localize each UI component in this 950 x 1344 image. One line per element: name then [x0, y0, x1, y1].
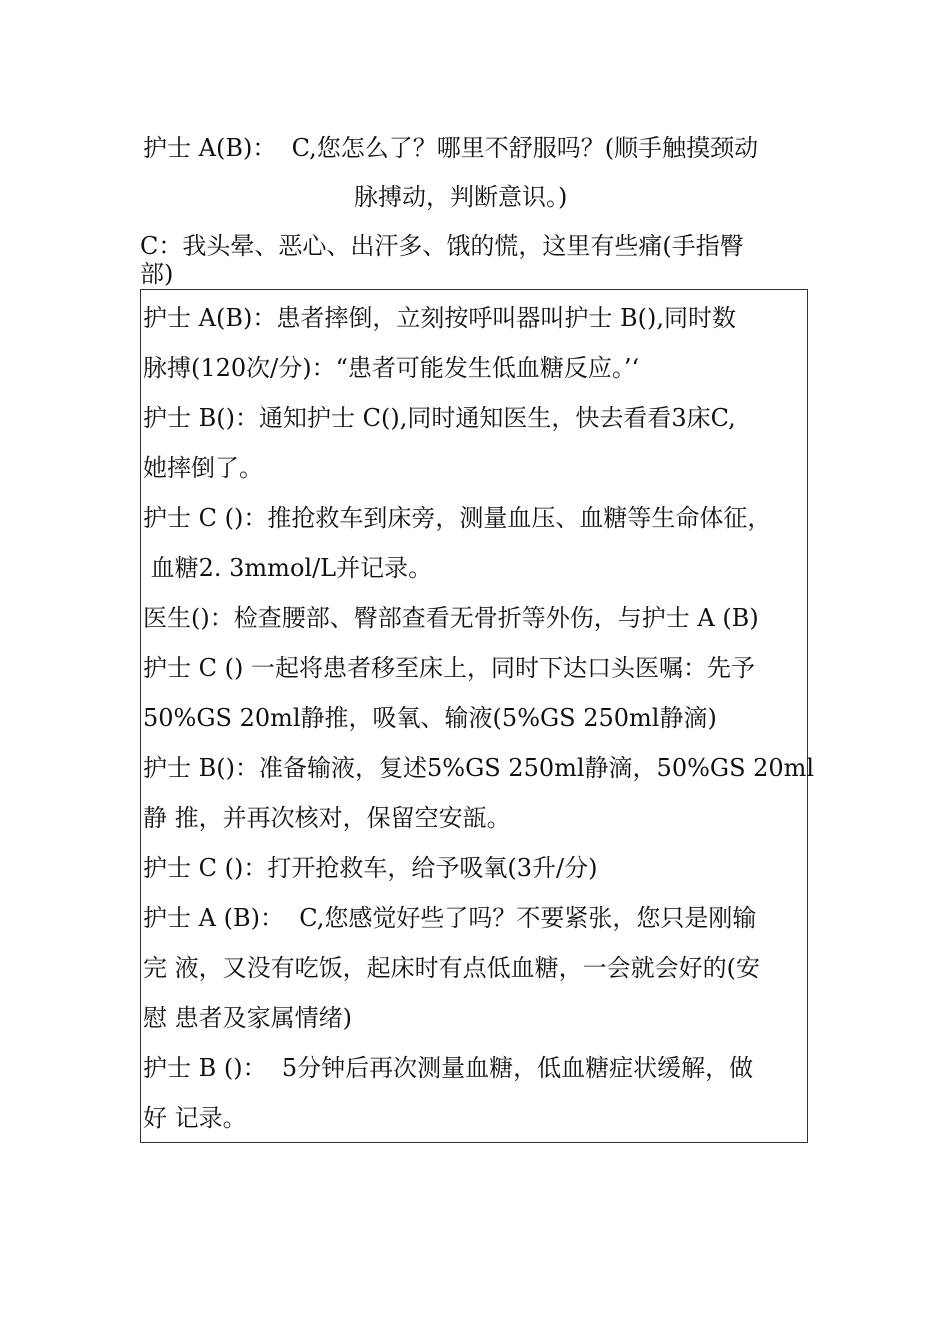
header-line-3: C：我头晕、恶心、出汗多、饿的慌，这里有些痛(手指臀 [140, 232, 744, 260]
box-line: 静 推，并再次核对，保留空安瓿。 [143, 804, 511, 832]
box-line: 慰 患者及家属情绪) [143, 1004, 352, 1032]
box-line: 血糖2. 3mmol/L并记录。 [143, 554, 433, 582]
box-line: 护士 A (B)： C,您感觉好些了吗？不要紧张，您只是刚输 [143, 904, 757, 932]
header-line-4: 部) [140, 260, 174, 288]
header-line-1: 护士 A(B)： C,您怎么了？哪里不舒服吗？(顺手触摸颈动 [143, 134, 759, 162]
box-line: 护士 B()：准备输液，复述5%GS 250ml静滴，50%GS 20ml [143, 754, 815, 782]
box-line: 护士 B ()： 5分钟后再次测量血糖，低血糖症状缓解，做 [143, 1054, 754, 1082]
box-line: 护士 C () 一起将患者移至床上，同时下达口头医嘱：先予 [143, 654, 755, 682]
box-line: 护士 C ()：推抢救车到床旁，测量血压、血糖等生命体征， [143, 504, 772, 532]
box-line: 好 记录。 [143, 1104, 247, 1132]
box-line: 脉搏(120次/分)：“患者可能发生低血糖反应。’‘ [143, 354, 640, 382]
dialogue-box [140, 289, 815, 1143]
box-line: 她摔倒了。 [143, 454, 263, 482]
header-line-2: 脉搏动，判断意识。) [354, 183, 568, 211]
box-line: 完 液，又没有吃饭，起床时有点低血糖，一会就会好的(安 [143, 954, 760, 982]
box-line: 医生()：检查腰部、臀部查看无骨折等外伤，与护士 A (B) [143, 604, 759, 632]
box-line: 50%GS 20ml静推，吸氧、输液(5%GS 250ml静滴) [143, 704, 717, 732]
box-line: 护士 B()：通知护士 C(),同时通知医生，快去看看3床C, [143, 404, 736, 432]
box-line: 护士 C ()：打开抢救车，给予吸氧(3升/分) [143, 854, 598, 882]
box-line: 护士 A(B)：患者摔倒，立刻按呼叫器叫护士 B(),同时数 [143, 304, 736, 332]
